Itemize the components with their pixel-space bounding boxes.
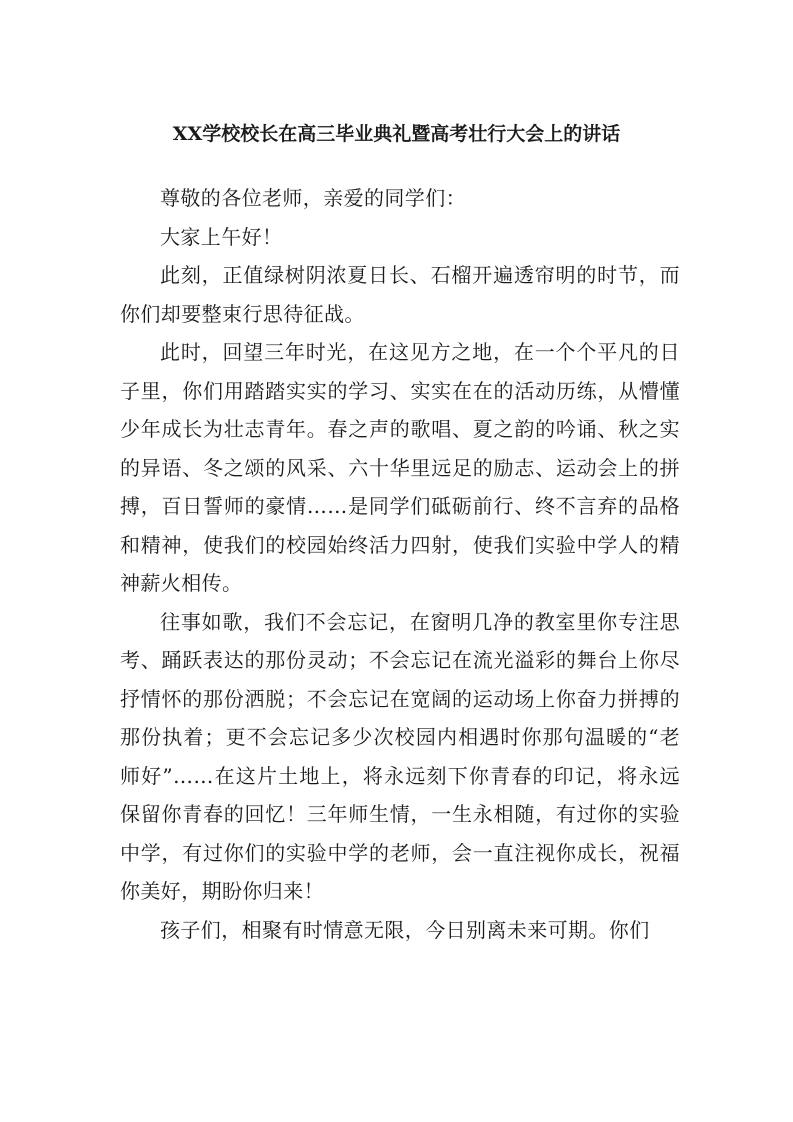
paragraph-three-years: 此时，回望三年时光，在这见方之地，在一个个平凡的日子里，你们用踏踏实实的学习、实实在在的活动历练，从懵懂少年成长为壮志青年。春之声的歌唱、夏之韵的吟诵、秋之实的异语、冬之颂的风采、六十华里远足的励志、运动会上的拼搏，百日誓师的豪情……是同学们砥砺前行、终不言弃的品格和精神，使我们的校园始终活力四射，使我们实验中学人的精神薪火相传。 (120, 340, 680, 595)
document-body (120, 179, 680, 949)
paragraph-greeting: 大家上午好！ (160, 224, 283, 249)
paragraph-season: 此刻，正值绿树阴浓夏日长、石榴开遍透帘明的时节，而你们却要整束行思待征战。 (120, 263, 680, 326)
document-title: XX学校校长在高三毕业典礼暨高考壮行大会上的讲话 (172, 123, 621, 145)
paragraph-salutation: 尊敬的各位老师，亲爱的同学们： (160, 186, 466, 210)
paragraph-memories: 往事如歌，我们不会忘记，在窗明几净的教室里你专注思考、踊跃表达的那份灵动；不会忘记在流光溢彩的舞台上你尽抒情怀的那份洒脱；不会忘记在宽阔的运动场上你奋力拼搏的那份执着；更不会忘记多少次校园内相遇时你那句温暖的“老师好”……在这片土地上，将永远刻下你青春的印记，将永远保留你青春的回忆！三年师生情，一生永相随，有过你的实验中学，有过你们的实验中学的老师，会一直注视你成长，祝福你美好，期盼你归来！ (120, 609, 680, 903)
paragraph-farewell: 孩子们，相聚有时情意无限，今日别离未来可期。你们 (160, 917, 650, 942)
